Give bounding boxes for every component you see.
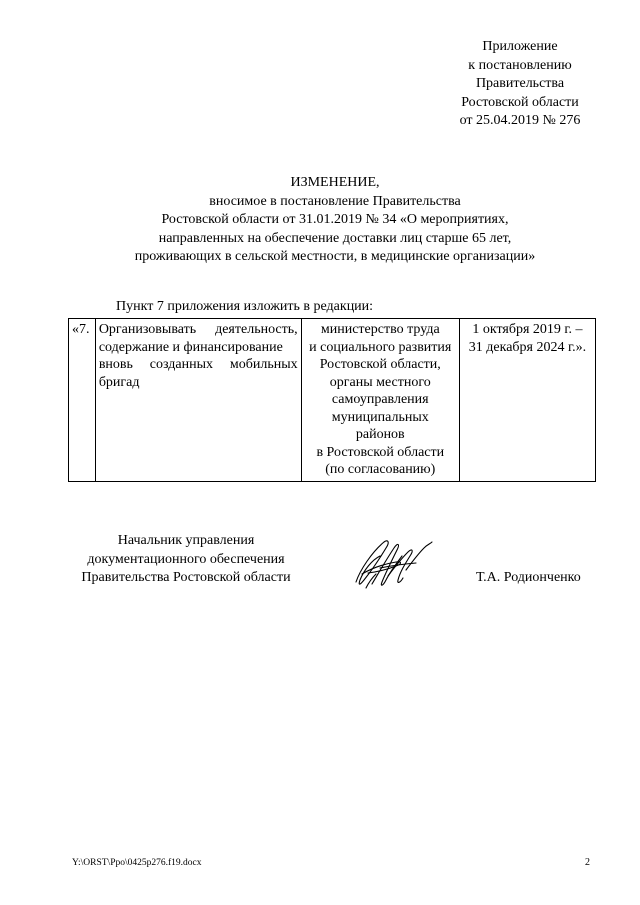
executor-line: министерство труда [320, 322, 440, 337]
executor-line: самоуправления [331, 392, 429, 407]
executor-line: (по согласованию) [325, 462, 436, 477]
file-path: Y:\ORST\Ppo\0425p276.f19.docx [72, 858, 202, 868]
title-line: вносимое в постановление Правительства [209, 193, 461, 209]
amendment-table [68, 318, 596, 482]
appendix-line: к постановлению [468, 57, 572, 73]
executor-line: органы местного [329, 374, 431, 390]
item-number-cell [69, 319, 96, 482]
task-word: деятельность, [215, 322, 298, 337]
task-word: вновь [98, 357, 133, 372]
page-number: 2 [585, 857, 590, 868]
executor-line: районов [355, 427, 405, 442]
position-line: документационного обеспечения [87, 551, 285, 567]
position-line: Правительства Ростовской области [81, 570, 291, 585]
executor-line: в Ростовской области [316, 444, 445, 460]
executor-line: муниципальных [331, 409, 429, 425]
task-word: созданных [149, 357, 214, 372]
deadline-line: 1 октября 2019 г. – [472, 322, 583, 337]
title-line: Ростовской области от 31.01.2019 № 34 «О мероприятиях, [161, 212, 509, 227]
task-line [99, 356, 298, 374]
deadline-line: 31 декабря 2024 г.». [468, 339, 587, 355]
appendix-header [420, 38, 620, 131]
task-line [99, 339, 298, 357]
task-line [99, 374, 298, 392]
executor-line: и социального развития [309, 339, 452, 355]
item-number: «7. [72, 322, 90, 337]
title-line: направленных на обеспечение доставки лиц старше 65 лет, [158, 230, 512, 246]
document-title [80, 174, 590, 267]
task-word: Организовывать [98, 322, 197, 337]
signatory-position [70, 532, 302, 588]
signatory-name: Т.А. Родионченко [476, 570, 581, 585]
appendix-line: Ростовской области [461, 94, 579, 110]
task-word: мобильных [229, 357, 298, 372]
deadline-cell [459, 319, 595, 482]
table-row [69, 319, 596, 482]
task-line [99, 321, 298, 339]
task-cell [95, 319, 301, 482]
position-line: Начальник управления [117, 533, 255, 548]
task-word: содержание и финансирование [98, 339, 283, 355]
task-word: бригад [98, 374, 140, 390]
title-heading: ИЗМЕНЕНИЕ, [290, 175, 380, 190]
handwritten-signature [350, 530, 436, 596]
intro-text: Пункт 7 приложения изложить в редакции: [116, 299, 374, 314]
title-line: проживающих в сельской местности, в медицинские организации» [134, 249, 536, 264]
appendix-line: Приложение [482, 39, 558, 54]
executor-line: Ростовской области, [319, 357, 441, 372]
executor-cell [301, 319, 459, 482]
appendix-line: Правительства [475, 76, 565, 91]
appendix-line: от 25.04.2019 № 276 [459, 113, 581, 128]
